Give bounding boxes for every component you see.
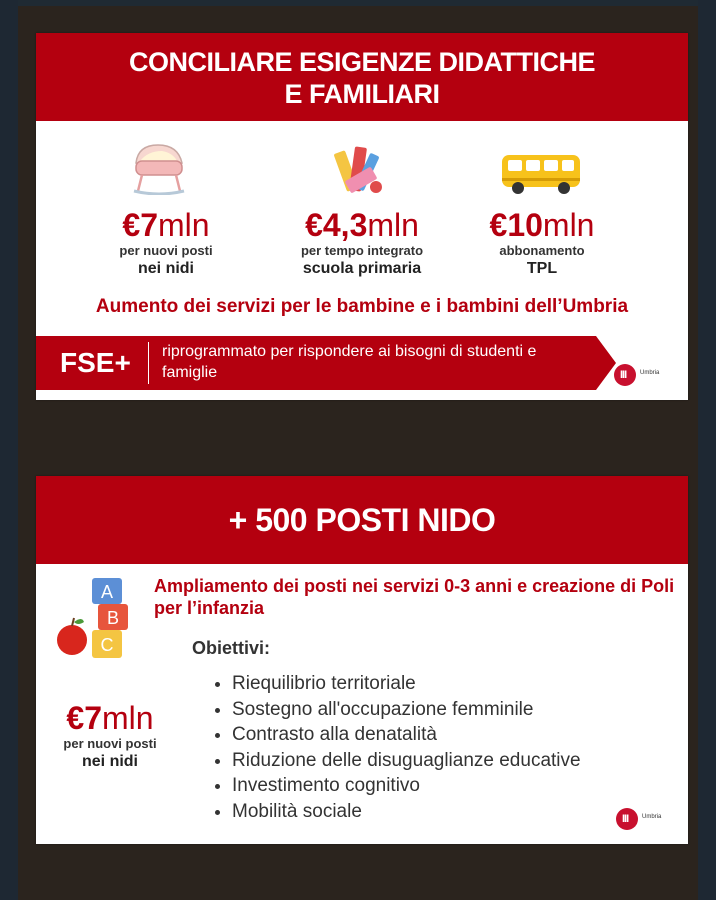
stat-tempo-integrato: [282, 207, 442, 278]
card-1-title-banner: [36, 33, 688, 121]
stat-nidi: [96, 207, 236, 278]
objective-item: • Mobilità sociale: [232, 799, 581, 825]
block-c-letter: C: [100, 635, 114, 655]
abc-blocks-icon: [54, 576, 134, 664]
card-2-headline: Ampliamento dei posti nei servizi 0-3 anni e creazione di Poli per l’infanzia: [154, 576, 675, 618]
stat-tempo-integrato-line-2: scuola primaria: [302, 260, 422, 277]
cradle-icon: [128, 139, 190, 195]
left-edge: [0, 0, 18, 900]
objectives-list: [214, 671, 581, 824]
objective-item: • Investimento cognitivo: [232, 773, 581, 799]
objective-item: • Riduzione delle disuguaglianze educative: [232, 748, 581, 774]
stat-nidi-card-2: [40, 700, 180, 771]
fse-banner-arrow: [596, 336, 616, 390]
stat-nidi-line-1: per nuovi posti: [119, 243, 213, 258]
stat-nidi-card-2-line-1: per nuovi posti: [63, 736, 157, 751]
fse-description: riprogrammato per rispondere ai bisogni di studenti e famiglie: [162, 343, 537, 381]
bus-icon: [498, 151, 584, 197]
card-1-title-line-2: E FAMILIARI: [284, 79, 440, 109]
stat-tpl-amount: €10mln: [489, 207, 595, 243]
objective-item: • Riequilibrio territoriale: [232, 671, 581, 697]
objective-item: • Sostegno all'occupazione femminile: [232, 697, 581, 723]
stat-nidi-card-2-line-2: nei nidi: [82, 753, 138, 770]
objectives-title: Obiettivi:: [192, 638, 271, 658]
card-1-title-line-1: CONCILIARE ESIGENZE DIDATTICHE: [128, 47, 596, 77]
card-2-title-banner: + 500 POSTI NIDO: [36, 476, 688, 564]
infographic-card-1: CONCILIARE ESIGENZE DIDATTICHE E FAMILIARI €7mln per nuovi posti nei nidi €4,3mln per tempo integrato scuola primaria €10mln abbonamento TPL Aumento dei servizi per le bambine e i bambini dell’Umbria FSE+ riprogrammato per rispondere ai bisogni di studenti e famiglie III Umbria: [36, 33, 688, 400]
stat-tpl: [472, 207, 612, 278]
stat-tpl-line-2: TPL: [526, 260, 558, 277]
objective-item: • Contrasto alla denatalità: [232, 722, 581, 748]
stat-nidi-amount: €7mln: [122, 207, 210, 243]
school-supplies-icon: [332, 143, 388, 199]
block-b-letter: B: [106, 608, 120, 628]
infographic-card-2: + 500 POSTI NIDO A B C Ampliamento dei posti nei servizi 0-3 anni e creazione di Poli per l’infanzia Obiettivi: • Riequilibrio territoriale • Sostegno all'occupazione femminile • Contrasto alla denatalità • Riduzione delle disuguaglianze educative • Investimento cognitivo • Mobilità sociale €7mln per nuovi posti nei nidi III Umbria: [36, 476, 688, 844]
fse-divider: [148, 342, 149, 384]
stat-tpl-line-1: abbonamento: [499, 243, 585, 258]
stat-nidi-line-2: nei nidi: [138, 260, 194, 277]
stat-tempo-integrato-amount: €4,3mln: [305, 207, 419, 243]
fse-label: FSE+: [60, 347, 131, 378]
right-edge: [698, 0, 716, 900]
card-1-headline: Aumento dei servizi per le bambine e i bambini dell’Umbria: [95, 296, 629, 317]
stat-nidi-card-2-amount: €7mln: [66, 700, 154, 736]
stat-tempo-integrato-line-1: per tempo integrato: [300, 243, 424, 258]
block-a-letter: A: [100, 582, 114, 602]
